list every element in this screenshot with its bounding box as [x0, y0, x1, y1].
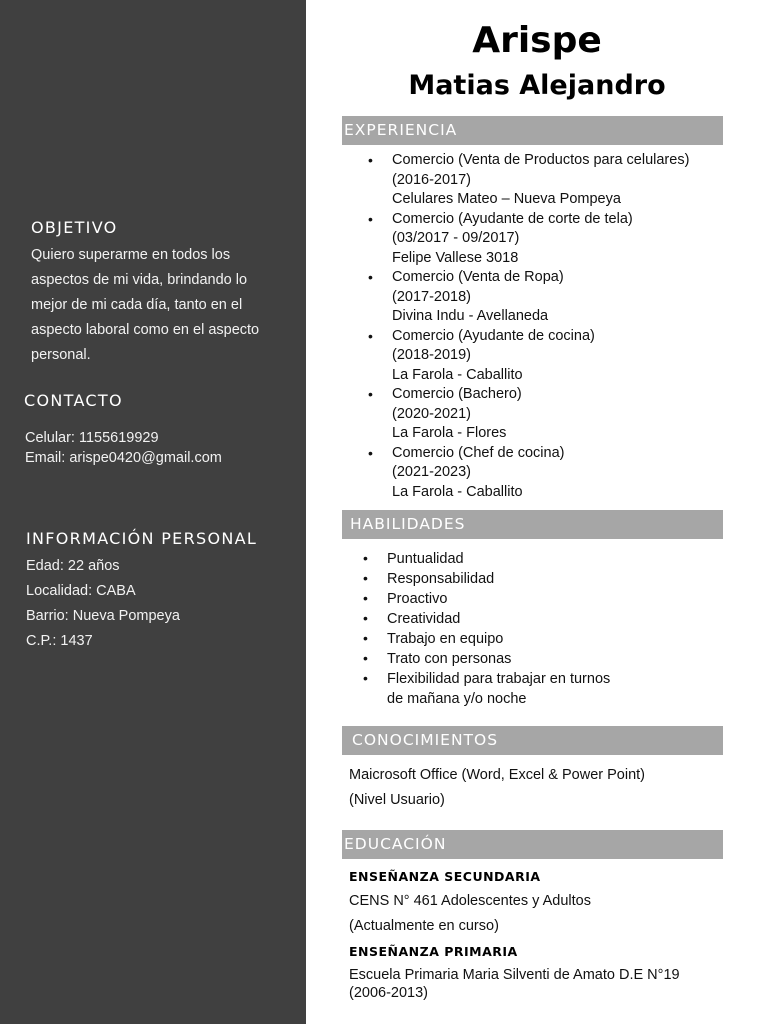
- list-item: [368, 268, 689, 327]
- list-item: [363, 669, 611, 709]
- objetivo-line: Quiero superarme en todos los: [31, 247, 231, 263]
- conocimientos-heading: CONOCIMIENTOS: [342, 726, 723, 755]
- contacto-details: [25, 428, 222, 468]
- info-localidad: Localidad: CABA: [26, 583, 136, 599]
- job-title: Comercio (Bachero): [392, 386, 522, 402]
- bullet-icon: •: [363, 610, 368, 626]
- job-title: Comercio (Venta de Ropa): [392, 269, 564, 285]
- job-period: (2016-2017): [392, 171, 471, 188]
- job-period: (2017-2018): [392, 288, 471, 305]
- educacion-heading: EDUCACIÓN: [342, 830, 723, 859]
- skill-label: Proactivo: [387, 591, 448, 607]
- list-item: [363, 549, 610, 569]
- bullet-icon: •: [368, 444, 373, 461]
- bullet-icon: •: [363, 630, 368, 646]
- skill-label: Puntualidad: [387, 551, 464, 567]
- info-edad: Edad: 22 años: [26, 558, 120, 574]
- contact-phone: Celular: 1155619929: [25, 430, 159, 446]
- skill-label: Responsabilidad: [387, 571, 495, 587]
- list-item: [368, 327, 689, 386]
- list-item: [368, 151, 690, 210]
- objetivo-line: mejor de mi cada día, tanto en el: [31, 297, 243, 313]
- conocimientos-line: Maicrosoft Office (Word, Excel & Power Point): [349, 767, 646, 783]
- main-content: [306, 0, 768, 1024]
- skill-label-continuation: de mañana y/o noche: [387, 691, 527, 707]
- bullet-icon: •: [368, 327, 373, 344]
- job-title: Comercio (Ayudante de corte de tela): [392, 210, 633, 227]
- list-item: [363, 649, 610, 669]
- job-place: Divina Indu - Avellaneda: [392, 308, 549, 324]
- contact-email: Email: arispe0420@gmail.com: [25, 450, 222, 466]
- bullet-icon: •: [363, 670, 368, 686]
- secundaria-status: (Actualmente en curso): [349, 918, 499, 934]
- first-names: Matias Alejandro: [408, 70, 666, 101]
- objetivo-line: personal.: [31, 347, 91, 363]
- info-personal-details: [26, 554, 180, 654]
- job-place: La Farola - Caballito: [392, 483, 523, 500]
- experiencia-heading: EXPERIENCIA: [342, 116, 723, 145]
- list-item: [368, 385, 689, 444]
- job-period: (2018-2019): [392, 347, 471, 363]
- list-item: [363, 609, 610, 629]
- primaria-period: (2006-2013): [349, 985, 428, 1001]
- secundaria-heading: ENSEÑANZA SECUNDARIA: [349, 869, 541, 884]
- bullet-icon: •: [368, 210, 373, 227]
- sidebar: [0, 0, 306, 1024]
- contacto-heading: CONTACTO: [24, 391, 123, 410]
- list-item: [363, 629, 610, 649]
- job-title: Comercio (Chef de cocina): [392, 444, 565, 461]
- objetivo-text: [31, 243, 259, 368]
- last-name: Arispe: [472, 20, 602, 61]
- job-place: Celulares Mateo – Nueva Pompeya: [392, 191, 621, 207]
- skill-label: Trabajo en equipo: [387, 631, 504, 647]
- bullet-icon: •: [368, 152, 373, 168]
- bullet-icon: •: [368, 269, 373, 285]
- primaria-school: Escuela Primaria Maria Silventi de Amato D.E N°19: [349, 967, 680, 983]
- info-barrio: Barrio: Nueva Pompeya: [26, 608, 180, 624]
- skill-label: Flexibilidad para trabajar en turnos: [387, 671, 611, 687]
- habilidades-heading: HABILIDADES: [342, 510, 723, 539]
- job-period: (03/2017 - 09/2017): [392, 230, 520, 246]
- list-item: [368, 210, 689, 269]
- job-place: La Farola - Caballito: [392, 366, 523, 383]
- job-place: La Farola - Flores: [392, 425, 507, 441]
- experiencia-list: [368, 151, 690, 502]
- bullet-icon: •: [363, 570, 368, 586]
- list-item: [363, 569, 610, 589]
- list-item: [363, 589, 610, 609]
- bullet-icon: •: [363, 590, 368, 606]
- skill-label: Creatividad: [387, 611, 461, 627]
- job-period: (2021-2023): [392, 464, 471, 480]
- bullet-icon: •: [363, 650, 368, 666]
- info-personal-heading: INFORMACIÓN PERSONAL: [26, 529, 258, 548]
- objetivo-line: aspectos de mi vida, brindando lo: [31, 272, 248, 288]
- job-title: Comercio (Venta de Productos para celulares): [392, 152, 690, 168]
- bullet-icon: •: [368, 386, 373, 402]
- objetivo-heading: OBJETIVO: [31, 218, 118, 237]
- primaria-heading: ENSEÑANZA PRIMARIA: [349, 944, 518, 959]
- secundaria-school: CENS N° 461 Adolescentes y Adultos: [349, 893, 591, 909]
- job-period: (2020-2021): [392, 405, 471, 422]
- job-place: Felipe Vallese 3018: [392, 249, 519, 266]
- job-title: Comercio (Ayudante de cocina): [392, 327, 595, 344]
- habilidades-list: [363, 549, 611, 709]
- bullet-icon: •: [363, 550, 368, 566]
- skill-label: Trato con personas: [387, 651, 512, 667]
- conocimientos-level: (Nivel Usuario): [349, 792, 445, 808]
- list-item: [368, 444, 689, 503]
- info-cp: C.P.: 1437: [26, 633, 93, 649]
- objetivo-line: aspecto laboral como en el aspecto: [31, 322, 260, 338]
